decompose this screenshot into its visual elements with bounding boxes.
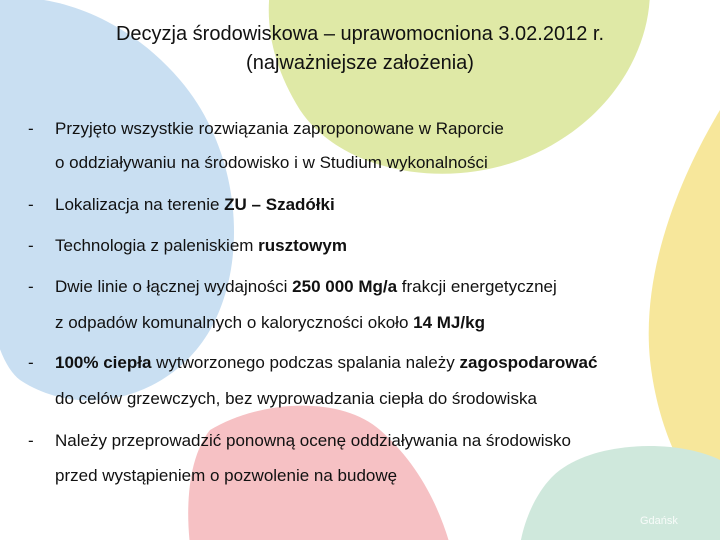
bullet-line xyxy=(55,236,705,256)
bold-text: zagospodarować xyxy=(459,353,598,372)
text-segment: o oddziaływaniu na środowisko i w Studium wykonalności xyxy=(55,153,488,172)
text-segment: Należy przeprowadzić ponowną ocenę oddziaływania na środowisko xyxy=(55,431,571,450)
bullet-line xyxy=(55,389,705,409)
text-segment: Lokalizacja na terenie xyxy=(55,195,225,214)
bold-text: 250 000 Mg/a xyxy=(292,277,398,296)
bullet-marker: - xyxy=(28,277,34,296)
bullet-line xyxy=(55,119,705,139)
bullet-marker: - xyxy=(28,119,34,138)
bullet-line xyxy=(55,466,705,486)
bold-text: 14 MJ/kg xyxy=(413,313,485,332)
text-segment: przed wystąpieniem o pozwolenie na budowę xyxy=(55,466,398,485)
bold-text: 100% ciepła xyxy=(55,353,152,372)
text-segment: z odpadów komunalnych o kaloryczności około xyxy=(55,313,414,332)
text-segment: do celów grzewczych, bez wyprowadzania ciepła do środowiska xyxy=(55,389,537,408)
bullet-line xyxy=(55,353,705,373)
text-segment: wytworzonego podczas spalania należy xyxy=(151,353,460,372)
slide-subtitle: (najważniejsze założenia) xyxy=(246,52,474,74)
bullet-line xyxy=(55,277,705,297)
slide-title: Decyzja środowiskowa – uprawomocniona 3.02.2012 r. xyxy=(115,23,605,45)
bullet-line xyxy=(55,313,705,333)
bullet-marker: - xyxy=(28,431,34,450)
watermark-text: Gdańsk xyxy=(640,515,678,527)
text-segment: Technologia z paleniskiem xyxy=(55,236,259,255)
bullet-marker: - xyxy=(28,195,34,214)
bullet-line xyxy=(55,153,705,173)
text-segment: frakcji energetycznej xyxy=(397,277,557,296)
text-segment: Dwie linie o łącznej wydajności xyxy=(55,277,293,296)
bullet-marker: - xyxy=(28,236,34,255)
bullet-marker: - xyxy=(28,353,34,372)
bold-text: rusztowym xyxy=(258,236,347,255)
bold-text: ZU – Szadółki xyxy=(224,195,335,214)
bullet-line xyxy=(55,431,705,451)
bullet-line xyxy=(55,195,705,215)
text-segment: Przyjęto wszystkie rozwiązania zaproponowane w Raporcie xyxy=(55,119,504,138)
